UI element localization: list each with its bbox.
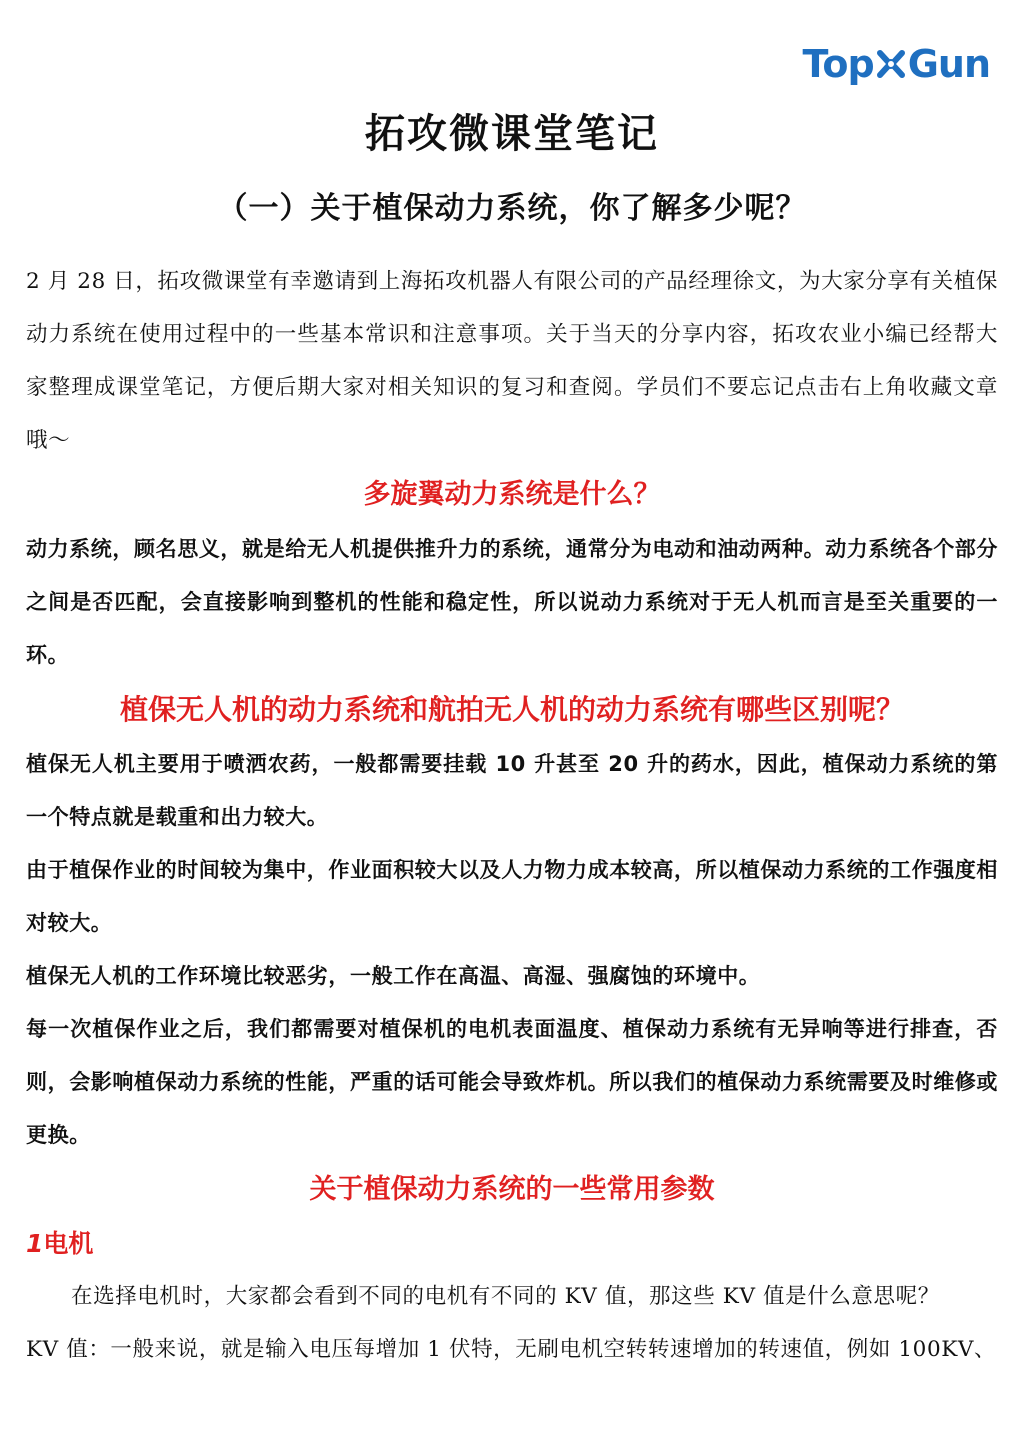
page-subtitle: （一）关于植保动力系统，你了解多少呢？ — [217, 191, 807, 226]
differences-paragraph: 植保无人机的工作环境比较恶劣，一般工作在高温、高湿、强腐蚀的环境中。 — [26, 964, 761, 988]
logo-text-gun: Gun — [907, 42, 990, 86]
kv-paragraph: KV 值：一般来说，就是输入电压每增加 1 伏特，无刷电机空转转速增加的转速值，例如 100KV、 — [26, 1337, 997, 1362]
differences-paragraph: 由于植保作业的时间较为集中，作业面积较大以及人力物力成本较高，所以植保动力系统的工作强度相对较大。 — [26, 858, 998, 935]
logo-x-icon — [876, 49, 906, 79]
section-heading-parameters: 关于植保动力系统的一些常用参数 — [309, 1174, 715, 1205]
intro-paragraph: 2 月 28 日，拓攻微课堂有幸邀请到上海拓攻机器人有限公司的产品经理徐文，为大家分享有关植保动力系统在使用过程中的一些基本常识和注意事项。关于当天的分享内容，拓攻农业小编已经帮大家整理成课堂笔记，方便后期大家对相关知识的复习和查阅。学员们不要忘记点击右上角收藏文章哦～ — [26, 269, 998, 453]
page-title: 拓攻微课堂笔记 — [365, 111, 659, 157]
subheading-number: 1 — [26, 1229, 44, 1258]
article-body — [26, 255, 998, 1376]
subheading-label: 电机 — [43, 1229, 94, 1258]
differences-paragraph: 植保无人机主要用于喷洒农药，一般都需要挂载 10 升甚至 20 升的药水，因此，植保动力系统的第一个特点就是载重和出力较大。 — [26, 752, 998, 829]
motor-paragraph: 在选择电机时，大家都会看到不同的电机有不同的 KV 值，那这些 KV 值是什么意思呢？ — [71, 1284, 940, 1309]
section-heading-multirotor: 多旋翼动力系统是什么？ — [363, 479, 661, 510]
section-heading-differences: 植保无人机的动力系统和航拍无人机的动力系统有哪些区别呢？ — [119, 693, 904, 726]
topgun-logo — [803, 38, 990, 90]
differences-paragraph: 每一次植保作业之后，我们都需要对植保机的电机表面温度、植保动力系统有无异响等进行排查，否则，会影响植保动力系统的性能，严重的话可能会导致炸机。所以我们的植保动力系统需要及时维修或更换。 — [26, 1017, 998, 1147]
subheading-motor — [26, 1218, 998, 1270]
section-multirotor-body: 动力系统，顾名思义，就是给无人机提供推升力的系统，通常分为电动和油动两种。动力系统各个部分之间是否匹配，会直接影响到整机的性能和稳定性，所以说动力系统对于无人机而言是至关重要的一环。 — [26, 537, 998, 667]
logo-text-top: Top — [802, 42, 874, 86]
